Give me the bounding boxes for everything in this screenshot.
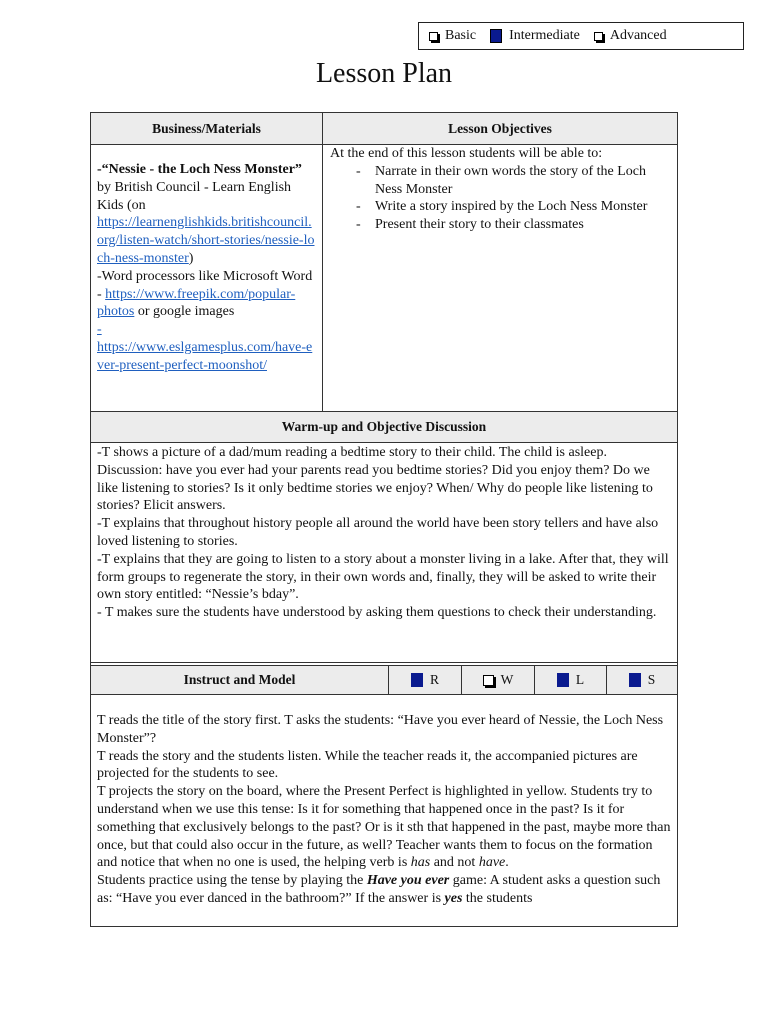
objective-item: - Write a story inspired by the Loch Ness Monster [330, 198, 672, 216]
skill-speaking[interactable] [607, 666, 677, 694]
materials-objectives-row [91, 145, 677, 411]
objectives-cell [330, 145, 672, 234]
british-council-link[interactable]: https://learnenglishkids.britishcouncil.org/listen-watch/short-stories/nessie-loch-ness-monster [97, 215, 315, 266]
word-have: have [478, 855, 506, 871]
level-basic-label: Basic [445, 28, 477, 43]
warmup-cell [97, 444, 673, 622]
level-selector [418, 22, 744, 50]
level-basic[interactable] [429, 28, 476, 44]
skill-speaking-label: S [647, 672, 656, 687]
word-yes: yes [444, 890, 463, 906]
google-images-text: or google images [134, 304, 235, 320]
skill-listening[interactable] [535, 666, 606, 694]
warmup-header-row [91, 412, 677, 442]
checkbox-intermediate-checked-icon[interactable] [490, 29, 502, 43]
objectives-header: Lesson Objectives [448, 120, 552, 136]
warmup-row [91, 444, 677, 662]
level-intermediate-label: Intermediate [509, 28, 580, 43]
instruct-p4-text: the students [462, 890, 533, 906]
instruct-p4-text: game: A student asks a question such as: “Have you ever danced in the bathroom?” If the answer is [97, 873, 661, 906]
word-processors: -Word processors like Microsoft Word [97, 268, 313, 284]
skill-reading-label: R [429, 672, 439, 687]
dash-space: - [97, 286, 106, 302]
instruct-header: Instruct and Model [183, 672, 296, 687]
instruct-row [91, 712, 677, 927]
instruct-header-row [91, 666, 677, 694]
freepik-link[interactable]: https://www.freepik.com/popular-photos [97, 286, 296, 320]
story-title: -“Nessie - the Loch Ness Monster” [97, 162, 302, 177]
objective-item: - Narrate in their own words the story of the Loch Ness Monster [330, 163, 672, 199]
instruct-p3-text: T projects the story on the board, where the Present Perfect is highlighted in yellow. Students try to understand when we use this tense: Is it for something that happened once in the past? Is it for something that exclusively belongs to the past? Or is it sth that happened in the past, maybe more than once, but that could also occur in the future, as well? Teacher wants them to focus on the formation and notice that when no one is used, the helping verb is [97, 784, 671, 871]
warmup-paragraph: -T explains that they are going to listen to a story about a monster living in a lake. After that, they will form groups to regenerate the story, in their own words and, finally, they will be asked to write their own story entitled: “Nessie’s bday”. [97, 551, 669, 603]
instruct-paragraph [97, 872, 673, 908]
checkbox-basic-icon[interactable] [429, 32, 438, 41]
instruct-p3-text: and not [430, 855, 479, 871]
warmup-paragraph: -T shows a picture of a dad/mum reading a bedtime story to their child. The child is asleep. Discussion: have you ever had your parents read you bedtime stories? Did you enjoy them? Do we like listening to stories? Is it only bedtime stories we enjoy? When/ Why do people like listening to stories? Elicit answers. [97, 445, 653, 514]
page-title: Lesson Plan [315, 58, 453, 89]
skill-writing-label: W [500, 672, 514, 687]
level-intermediate[interactable] [490, 28, 580, 44]
link3-dash[interactable]: - [97, 322, 102, 338]
checkbox-advanced-icon[interactable] [594, 32, 603, 41]
checkbox-writing-icon[interactable] [483, 675, 494, 686]
objective-item: - Present their story to their classmates [330, 216, 672, 234]
instruct-paragraph: T reads the story and the students listen. While the teacher reads it, the accompanied pictures are projected for the students to see. [97, 748, 638, 782]
by-line: by British Council - Learn English Kids (on [97, 179, 292, 213]
warmup-header: Warm-up and Objective Discussion [281, 419, 487, 434]
lesson-plan-table [90, 112, 678, 927]
instruct-p4-text: Students practice using the tense by playing the [97, 873, 367, 889]
checkbox-listening-checked-icon[interactable] [557, 673, 569, 687]
instruct-p3-end: . [505, 855, 509, 871]
skill-writing[interactable] [462, 666, 534, 694]
instruct-paragraph: T reads the title of the story first. T asks the students: “Have you ever heard of Nessie, the Loch Ness Monster”? [97, 713, 664, 746]
objectives-intro: At the end of this lesson students will be able to: [330, 146, 603, 161]
materials-header: Business/Materials [152, 120, 261, 136]
instruct-paragraph [97, 783, 673, 872]
warmup-paragraph: -T explains that throughout history people all around the world have been story tellers and have also loved listening to stories. [97, 516, 659, 549]
link1-close: ) [188, 250, 194, 266]
skill-listening-label: L [575, 672, 585, 687]
level-advanced-label: Advanced [609, 28, 667, 43]
game-name: Have you ever [366, 873, 450, 889]
checkbox-reading-checked-icon[interactable] [411, 673, 423, 687]
level-advanced[interactable] [594, 28, 667, 44]
objectives-list [330, 163, 672, 234]
materials-cell [97, 161, 315, 375]
eslgames-link[interactable]: https://www.eslgamesplus.com/have-ever-present-perfect-moonshot/ [97, 339, 313, 373]
word-has: has [410, 855, 431, 871]
instruct-cell [97, 712, 673, 908]
checkbox-speaking-checked-icon[interactable] [629, 673, 641, 687]
warmup-paragraph: - T makes sure the students have understood by asking them questions to check their understanding. [97, 605, 657, 621]
materials-objectives-header-row [91, 113, 677, 144]
skill-reading[interactable] [389, 666, 461, 694]
